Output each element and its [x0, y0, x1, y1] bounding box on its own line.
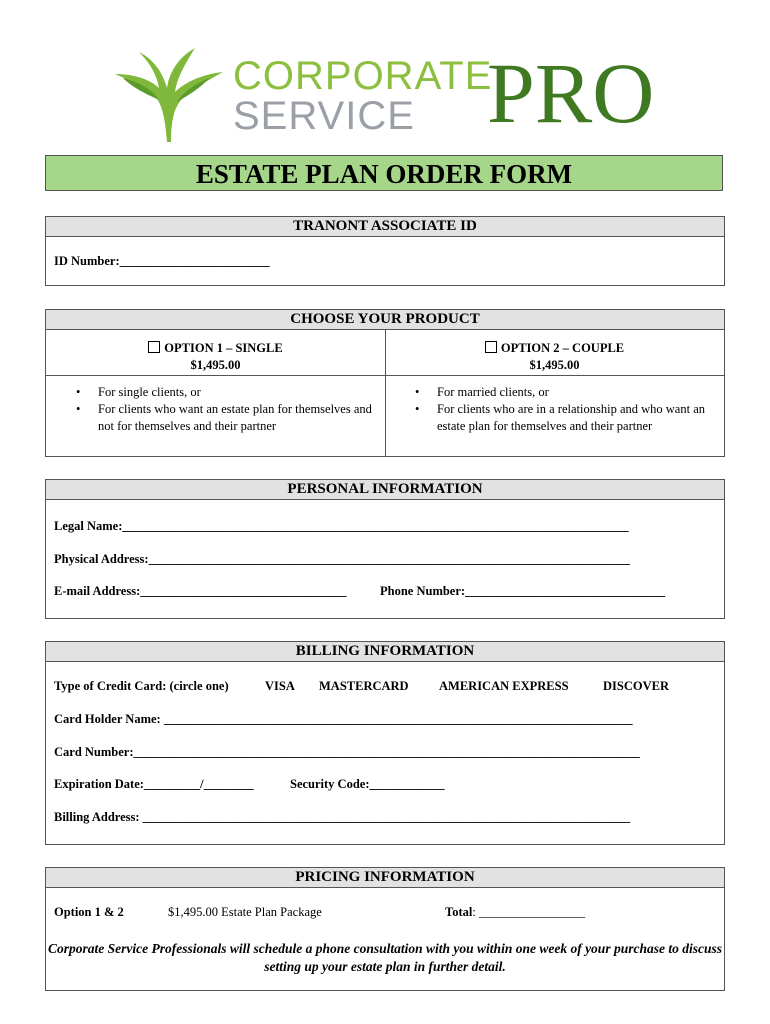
product-header: CHOOSE YOUR PRODUCT: [46, 310, 724, 330]
security-code-field[interactable]: Security Code:____________: [290, 777, 445, 791]
id-number-line[interactable]: [54, 254, 270, 269]
card-type-label: Type of Credit Card: (circle one): [54, 679, 229, 693]
consultation-note: Corporate Service Professionals will schedule a phone consultation with you within one week of your purchase to discuss setting up your estate plan in further detail.: [48, 941, 722, 974]
option-2-column: [385, 330, 724, 457]
physical-address-field[interactable]: Physical Address:_____________________________________________________________________________: [54, 552, 630, 566]
personal-section: [45, 479, 725, 619]
logo-service-text: SERVICE: [233, 94, 415, 138]
option-2-label: OPTION 2 – COUPLE: [500, 341, 625, 355]
list-item: • For married clients, or: [385, 384, 724, 401]
email-field[interactable]: E-mail Address:_________________________________: [54, 584, 347, 598]
personal-header: PERSONAL INFORMATION: [46, 480, 724, 500]
card-holder-field[interactable]: Card Holder Name: ___________________________________________________________________________: [54, 712, 633, 726]
card-type-visa[interactable]: VISA: [265, 679, 295, 693]
option-1-label: OPTION 1 – SINGLE: [164, 341, 283, 355]
billing-header: BILLING INFORMATION: [46, 642, 724, 662]
card-type-discover[interactable]: DISCOVER: [603, 679, 669, 693]
billing-address-field[interactable]: Billing Address: ______________________________________________________________________________: [54, 810, 631, 824]
pricing-package: $1,495.00 Estate Plan Package: [168, 905, 322, 919]
billing-section: [45, 641, 725, 845]
pricing-section: [45, 867, 725, 991]
pricing-total[interactable]: [445, 905, 585, 920]
option-2-checkbox[interactable]: [485, 341, 497, 353]
option-1-bullets: [46, 384, 385, 435]
legal-name-field[interactable]: Legal Name:_________________________________________________________________________________: [54, 519, 629, 533]
page-title: ESTATE PLAN ORDER FORM: [45, 155, 723, 191]
logo-corporate-text: CORPORATE: [233, 54, 493, 98]
list-item: • For single clients, or: [46, 384, 385, 401]
id-number-field[interactable]: ________________________: [119, 254, 270, 268]
associate-id-section: [45, 216, 725, 286]
option-1-checkbox[interactable]: [148, 341, 160, 353]
option-1-column: [46, 330, 386, 457]
option-2-head[interactable]: [385, 330, 724, 376]
list-item: • For clients who are in a relationship and who want an estate plan for themselves and their partner: [385, 401, 724, 435]
pricing-header: PRICING INFORMATION: [46, 868, 724, 888]
card-number-field[interactable]: Card Number:_________________________________________________________________________________: [54, 745, 640, 759]
card-type-mastercard[interactable]: MASTERCARD: [319, 679, 409, 693]
logo-pro-text: PRO: [487, 45, 655, 141]
total-field[interactable]: : _________________: [472, 905, 586, 919]
tree-leaf-icon: [105, 44, 230, 144]
pricing-options: Option 1 & 2: [54, 905, 124, 919]
option-2-price: $1,495.00: [529, 358, 580, 372]
option-2-bullets: [385, 384, 724, 435]
total-label: Total: [445, 905, 473, 919]
list-item: • For clients who want an estate plan for themselves and not for themselves and their partner: [46, 401, 385, 435]
product-section: [45, 309, 725, 457]
option-1-head[interactable]: [46, 330, 385, 376]
expiration-field[interactable]: Expiration Date:_________/________: [54, 777, 254, 791]
phone-field[interactable]: Phone Number:________________________________: [380, 584, 666, 598]
associate-id-header: TRANONT ASSOCIATE ID: [46, 217, 724, 237]
option-1-price: $1,495.00: [190, 358, 241, 372]
card-type-amex[interactable]: AMERICAN EXPRESS: [439, 679, 569, 693]
company-logo: [105, 44, 665, 144]
id-number-label: ID Number:: [54, 254, 120, 268]
